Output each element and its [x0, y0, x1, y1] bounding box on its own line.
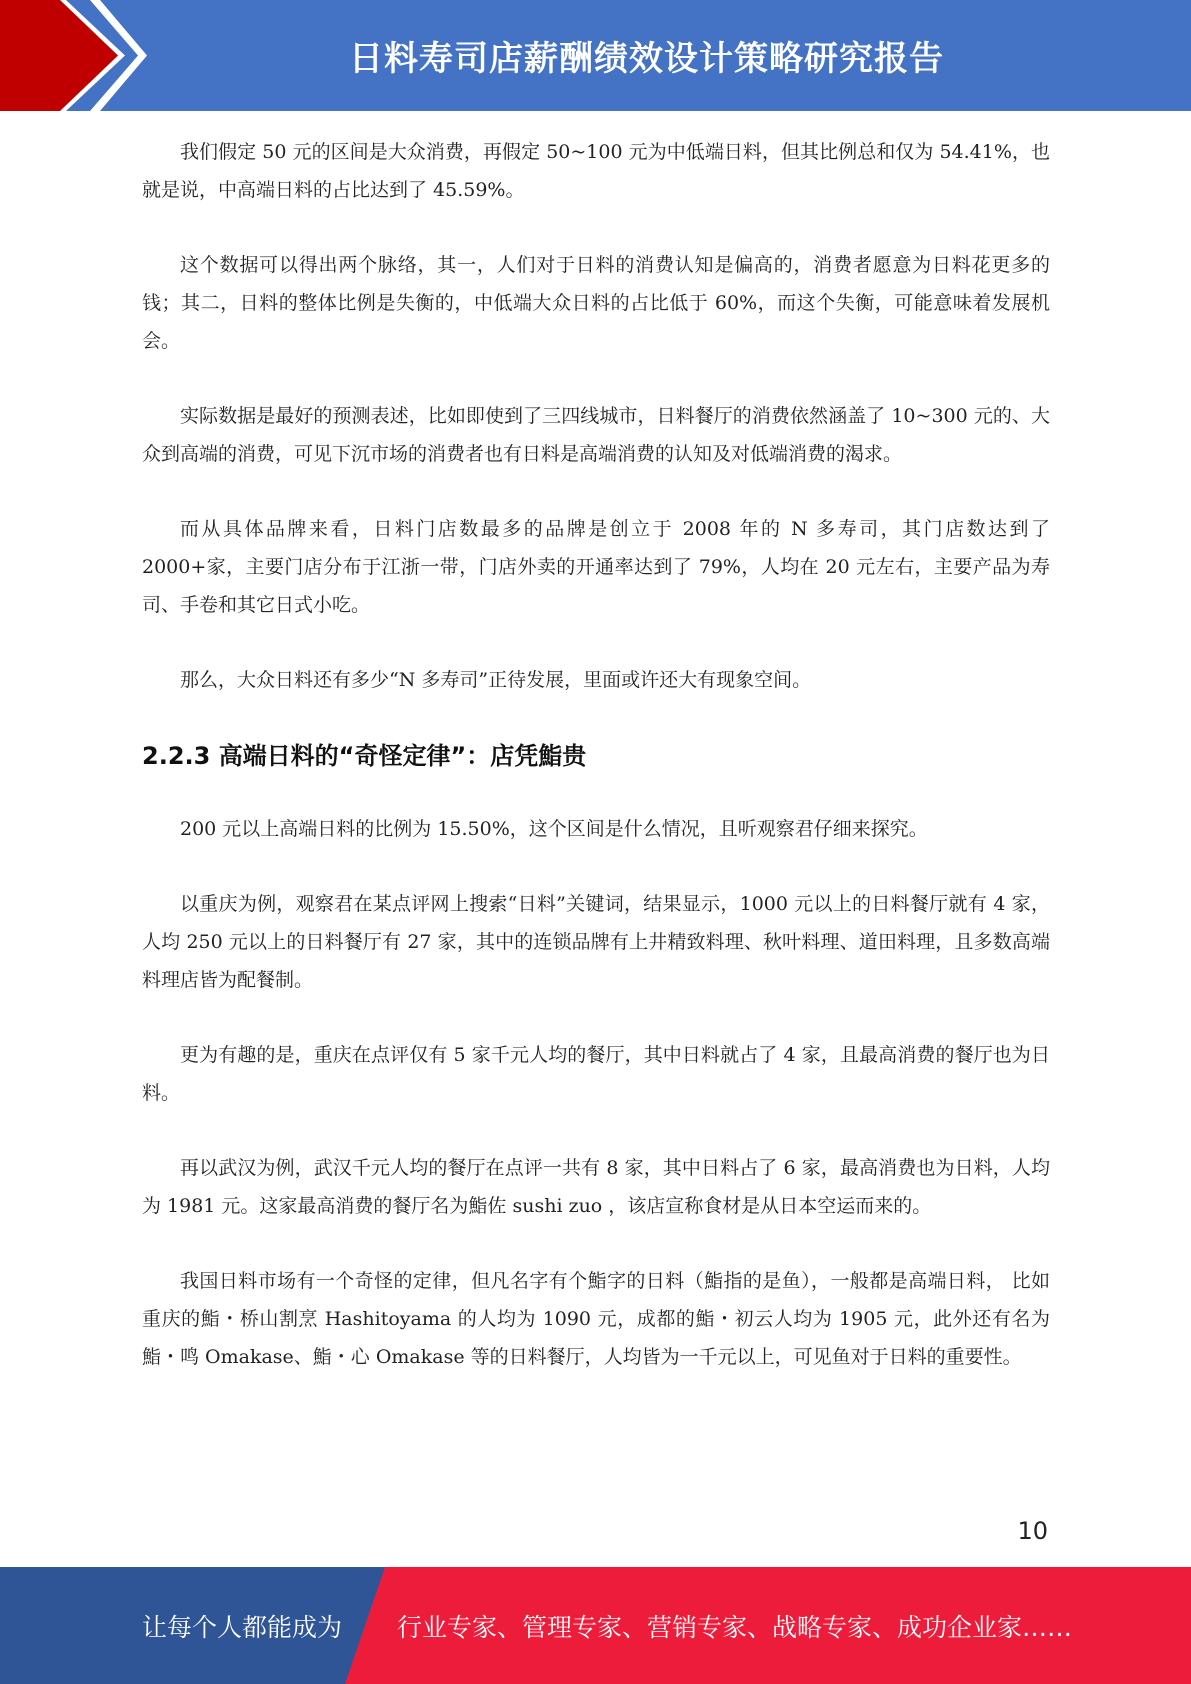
page-footer: [0, 1567, 1191, 1684]
paragraph: 我国日料市场有一个奇怪的定律，但凡名字有个鮨字的日料（鮨指的是鱼），一般都是高端日料， 比如重庆的鮨・桥山割烹 Hashitoyama 的人均为 1090 元，成都的鮨・初云人均为 1905 元，此外还有名为鮨・鸣 Omakase、鮨・心 Omakase 等的日料餐厅，人均皆为一千元以上，可见鱼对于日料的重要性。: [142, 1270, 1050, 1368]
paragraph: 我们假定 50 元的区间是大众消费，再假定 50~100 元为中低端日料，但其比例总和仅为 54.41%，也就是说，中高端日料的占比达到了 45.59%。: [142, 141, 1050, 201]
footer-slogan-left: 让每个人都能成为: [142, 1612, 343, 1642]
page-number: 10: [1017, 1517, 1048, 1545]
paragraph: 而从具体品牌来看，日料门店数最多的品牌是创立于 2008 年的 N 多寿司，其门店数达到了 2000+家，主要门店分布于江浙一带，门店外卖的开通率达到了 79%，人均在 20 元左右，主要产品为寿司、手卷和其它日式小吃。: [142, 518, 1050, 616]
section-heading: 2.2.3 高端日料的“奇怪定律”：店凭鮨贵: [142, 742, 587, 770]
page-header: [0, 0, 1191, 111]
paragraph: 再以武汉为例，武汉千元人均的餐厅在点评一共有 8 家，其中日料占了 6 家，最高消费也为日料，人均为 1981 元。这家最高消费的餐厅名为鮨佐 sushi zuo ，该店宣称食材是从日本空运而来的。: [142, 1157, 1050, 1217]
footer-slogan-right: 行业专家、管理专家、营销专家、战略专家、成功企业家……: [397, 1612, 1073, 1642]
paragraph: 那么，大众日料还有多少“N 多寿司”正待发展，里面或许还大有现象空间。: [180, 669, 812, 691]
document-title: 日料寿司店薪酬绩效设计策略研究报告: [349, 39, 944, 79]
paragraph: 以重庆为例，观察君在某点评网上搜索“日料”关键词，结果显示，1000 元以上的日料餐厅就有 4 家，人均 250 元以上的日料餐厅有 27 家，其中的连锁品牌有上井精致料理、秋叶料理、道田料理，且多数高端料理店皆为配餐制。: [142, 893, 1050, 991]
paragraph: 这个数据可以得出两个脉络，其一，人们对于日料的消费认知是偏高的，消费者愿意为日料花更多的钱；其二，日料的整体比例是失衡的，中低端大众日料的占比低于 60%，而这个失衡，可能意味着发展机会。: [142, 254, 1050, 352]
main-content: [142, 133, 1050, 1413]
paragraph: 200 元以上高端日料的比例为 15.50%，这个区间是什么情况，且听观察君仔细来探究。: [180, 818, 928, 840]
paragraph: 更为有趣的是，重庆在点评仅有 5 家千元人均的餐厅，其中日料就占了 4 家，且最高消费的餐厅也为日料。: [142, 1044, 1050, 1104]
paragraph: 实际数据是最好的预测表述，比如即使到了三四线城市，日料餐厅的消费依然涵盖了 10~300 元的、大众到高端的消费，可见下沉市场的消费者也有日料是高端消费的认知及对低端消费的渴求。: [142, 405, 1050, 465]
